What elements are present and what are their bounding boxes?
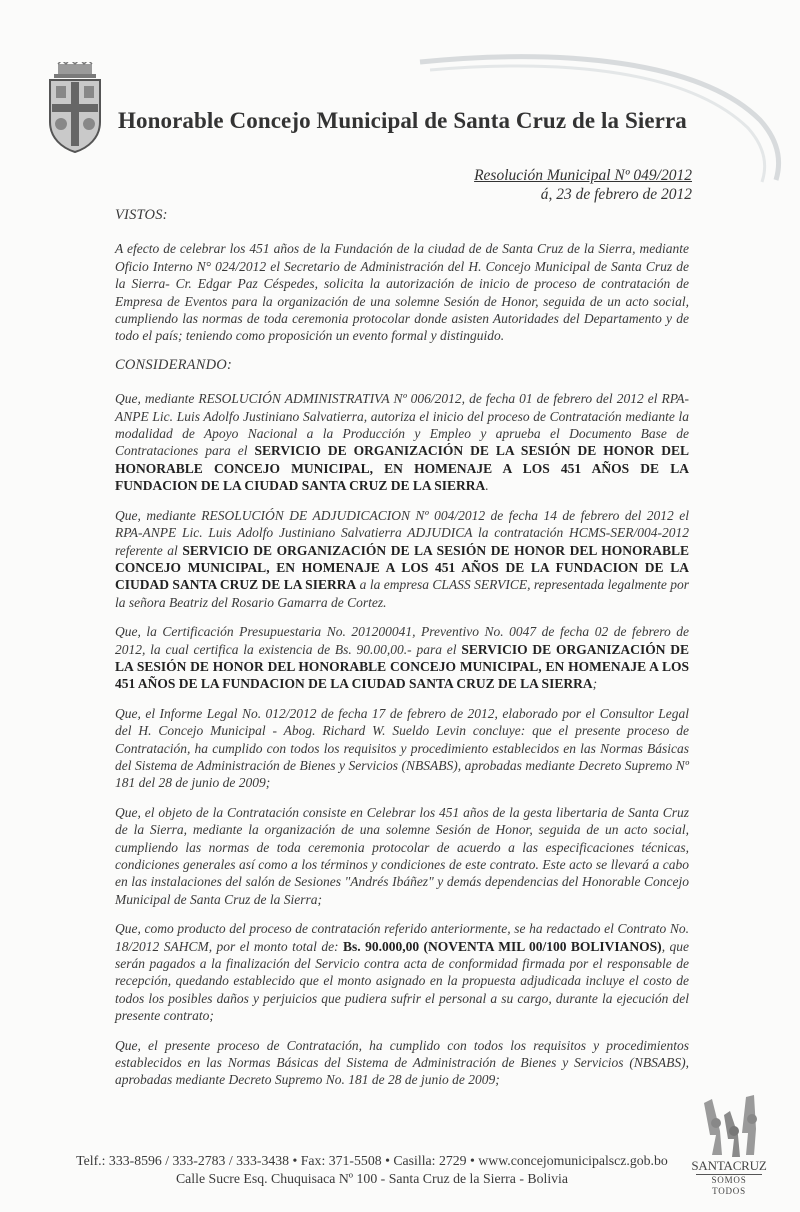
considerando-paragraph-7: Que, el presente proceso de Contratación, ha cumplido con todos los requisitos y procedimientos establecidos en las Normas Básicas del Sistema de Administración de Bienes y Servicios (NBSABS), aprobadas mediante Decreto Supremo No. 181 de 28 de junio de 2009; xyxy=(115,1037,689,1088)
resolution-number: Resolución Municipal Nº 049/2012 xyxy=(474,167,692,184)
considerando-paragraph-4: Que, el Informe Legal No. 012/2012 de fecha 17 de febrero de 2012, elaborado por el Consultor Legal del H. Concejo Municipal - Abog. Richard W. Sueldo Levin concluye: que el presente proceso de Contratación, ha cumplido con todos los requisitos y procedimiento establecidos en las Normas Básicas del Sistema de Administración de Bienes y Servicios (NBSABS), aprobadas mediante Decreto Supremo Nº 181 del 28 de junio de 2009; xyxy=(115,705,689,791)
considerando-heading: CONSIDERANDO: xyxy=(115,356,232,373)
santa-cruz-logo xyxy=(690,1095,768,1195)
footer-contact-line: Telf.: 333-8596 / 333-2783 / 333-3438 • Fax: 371-5508 • Casilla: 2729 • www.concejomunicipalscz.gob.bo xyxy=(76,1153,668,1168)
coat-of-arms-icon xyxy=(44,62,106,154)
considerando-paragraph-6: Que, como producto del proceso de contratación referido anteriormente, se ha redactado el Contrato No. 18/2012 SAHCM, por el monto total de: Bs. 90.000,00 (NOVENTA MIL 00/100 BOLIVIANOS), que serán pagados a la finalización del Servicio contra acta de conformidad firmada por el responsable de recepción, quedando establecido que el monto asignado en la propuesta adjudicada incluye el costo de todos los posibles daños y perjuicios que pudiera sufrir el personal a su cargo, durante la ejecución del presente contrato; xyxy=(115,921,690,1024)
considerando-paragraph-2: Que, mediante RESOLUCIÓN DE ADJUDICACION Nº 004/2012 de fecha 14 de febrero del 2012 el RPA-ANPE Lic. Luis Adolfo Justiniano Salvatierra ADJUDICA la contratación HCMS-SER/004-2012 referente al SERVICIO DE ORGANIZACIÓN DE LA SESIÓN DE HONOR DEL HONORABLE CONCEJO MUNICIPAL, EN HOMENAJE A LOS 451 AÑOS DE LA FUNDACION DE LA CIUDAD SANTA CRUZ DE LA SIERRA a la empresa CLASS SERVICE, representada legalmente por la señora Beatriz del Rosario Gamarra de Cortez. xyxy=(115,507,690,610)
people-figures-icon xyxy=(690,1095,768,1161)
considerando-paragraph-3: Que, la Certificación Presupuestaria No. 201200041, Preventivo No. 0047 de fecha 02 de febrero de 2012, la cual certifica la existencia de Bs. 90.00,00.- para el SERVICIO DE ORGANIZACIÓN DE LA SESIÓN DE HONOR DEL HONORABLE CONCEJO MUNICIPAL, EN HOMENAJE A LOS 451 AÑOS DE LA FUNDACION DE LA CIUDAD SANTA CRUZ DE LA SIERRA; xyxy=(115,624,690,692)
document-body xyxy=(115,207,689,1101)
resolution-header xyxy=(474,166,692,204)
considerando-paragraph-1: Que, mediante RESOLUCIÓN ADMINISTRATIVA Nº 006/2012, de fecha 01 de febrero del 2012 el RPA-ANPE Lic. Luis Adolfo Justiniano Salvatierra, autoriza el inicio del proceso de Contratación mediante la modalidad de Apoyo Nacional a la Producción y Empleo y aprueba el Documento Base de Contrataciones para el SERVICIO DE ORGANIZACIÓN DE LA SESIÓN DE HONOR DEL HONORABLE CONCEJO MUNICIPAL, EN HOMENAJE A LOS 451 AÑOS DE LA FUNDACION DE LA CIUDAD SANTA CRUZ DE LA SIERRA. xyxy=(115,391,690,494)
vistos-heading: VISTOS: xyxy=(115,207,168,223)
logo-wordmark: SANTACRUZ xyxy=(691,1158,767,1173)
footer-address-line: Calle Sucre Esq. Chuquisaca Nº 100 - Santa Cruz de la Sierra - Bolivia xyxy=(175,1171,569,1186)
footer-contact xyxy=(52,1152,692,1188)
logo-slogan: SOMOS TODOS xyxy=(696,1174,762,1197)
organization-title: Honorable Concejo Municipal de Santa Cruz de la Sierra xyxy=(118,108,687,133)
vistos-paragraph: A efecto de celebrar los 451 años de la Fundación de la ciudad de de Santa Cruz de la Sierra, mediante Oficio Interno N° 024/2012 el Secretario de Administración del H. Concejo Municipal de Santa Cruz de la Sierra- Cr. Edgar Paz Céspedes, solicita la autorización de inicio de proceso de contratación de Empresa de Eventos para la organización de una solemne Sesión de Honor, seguida de un acto social, cumpliendo las normas de toda ceremonia protocolar donde asisten Autoridades del Departamento y de todo el país; teniendo como proposición un evento formal y distinguido. xyxy=(115,241,689,344)
considerando-paragraph-5: Que, el objeto de la Contratación consiste en Celebrar los 451 años de la gesta libertaria de Santa Cruz de la Sierra, mediante la organización de una solemne Sesión de Honor, seguida de un acto social, cumpliendo las normas de toda ceremonia protocolar de acuerdo a las especificaciones técnicas, condiciones generales así como a los términos y condiciones de este contrato. Este acto se llevará a cabo en las instalaciones del salón de Sesiones "Andrés Ibáñez" y demás dependencias del Honorable Concejo Municipal de Santa Cruz de la Sierra; xyxy=(115,804,689,907)
resolution-date: á, 23 de febrero de 2012 xyxy=(540,186,692,203)
